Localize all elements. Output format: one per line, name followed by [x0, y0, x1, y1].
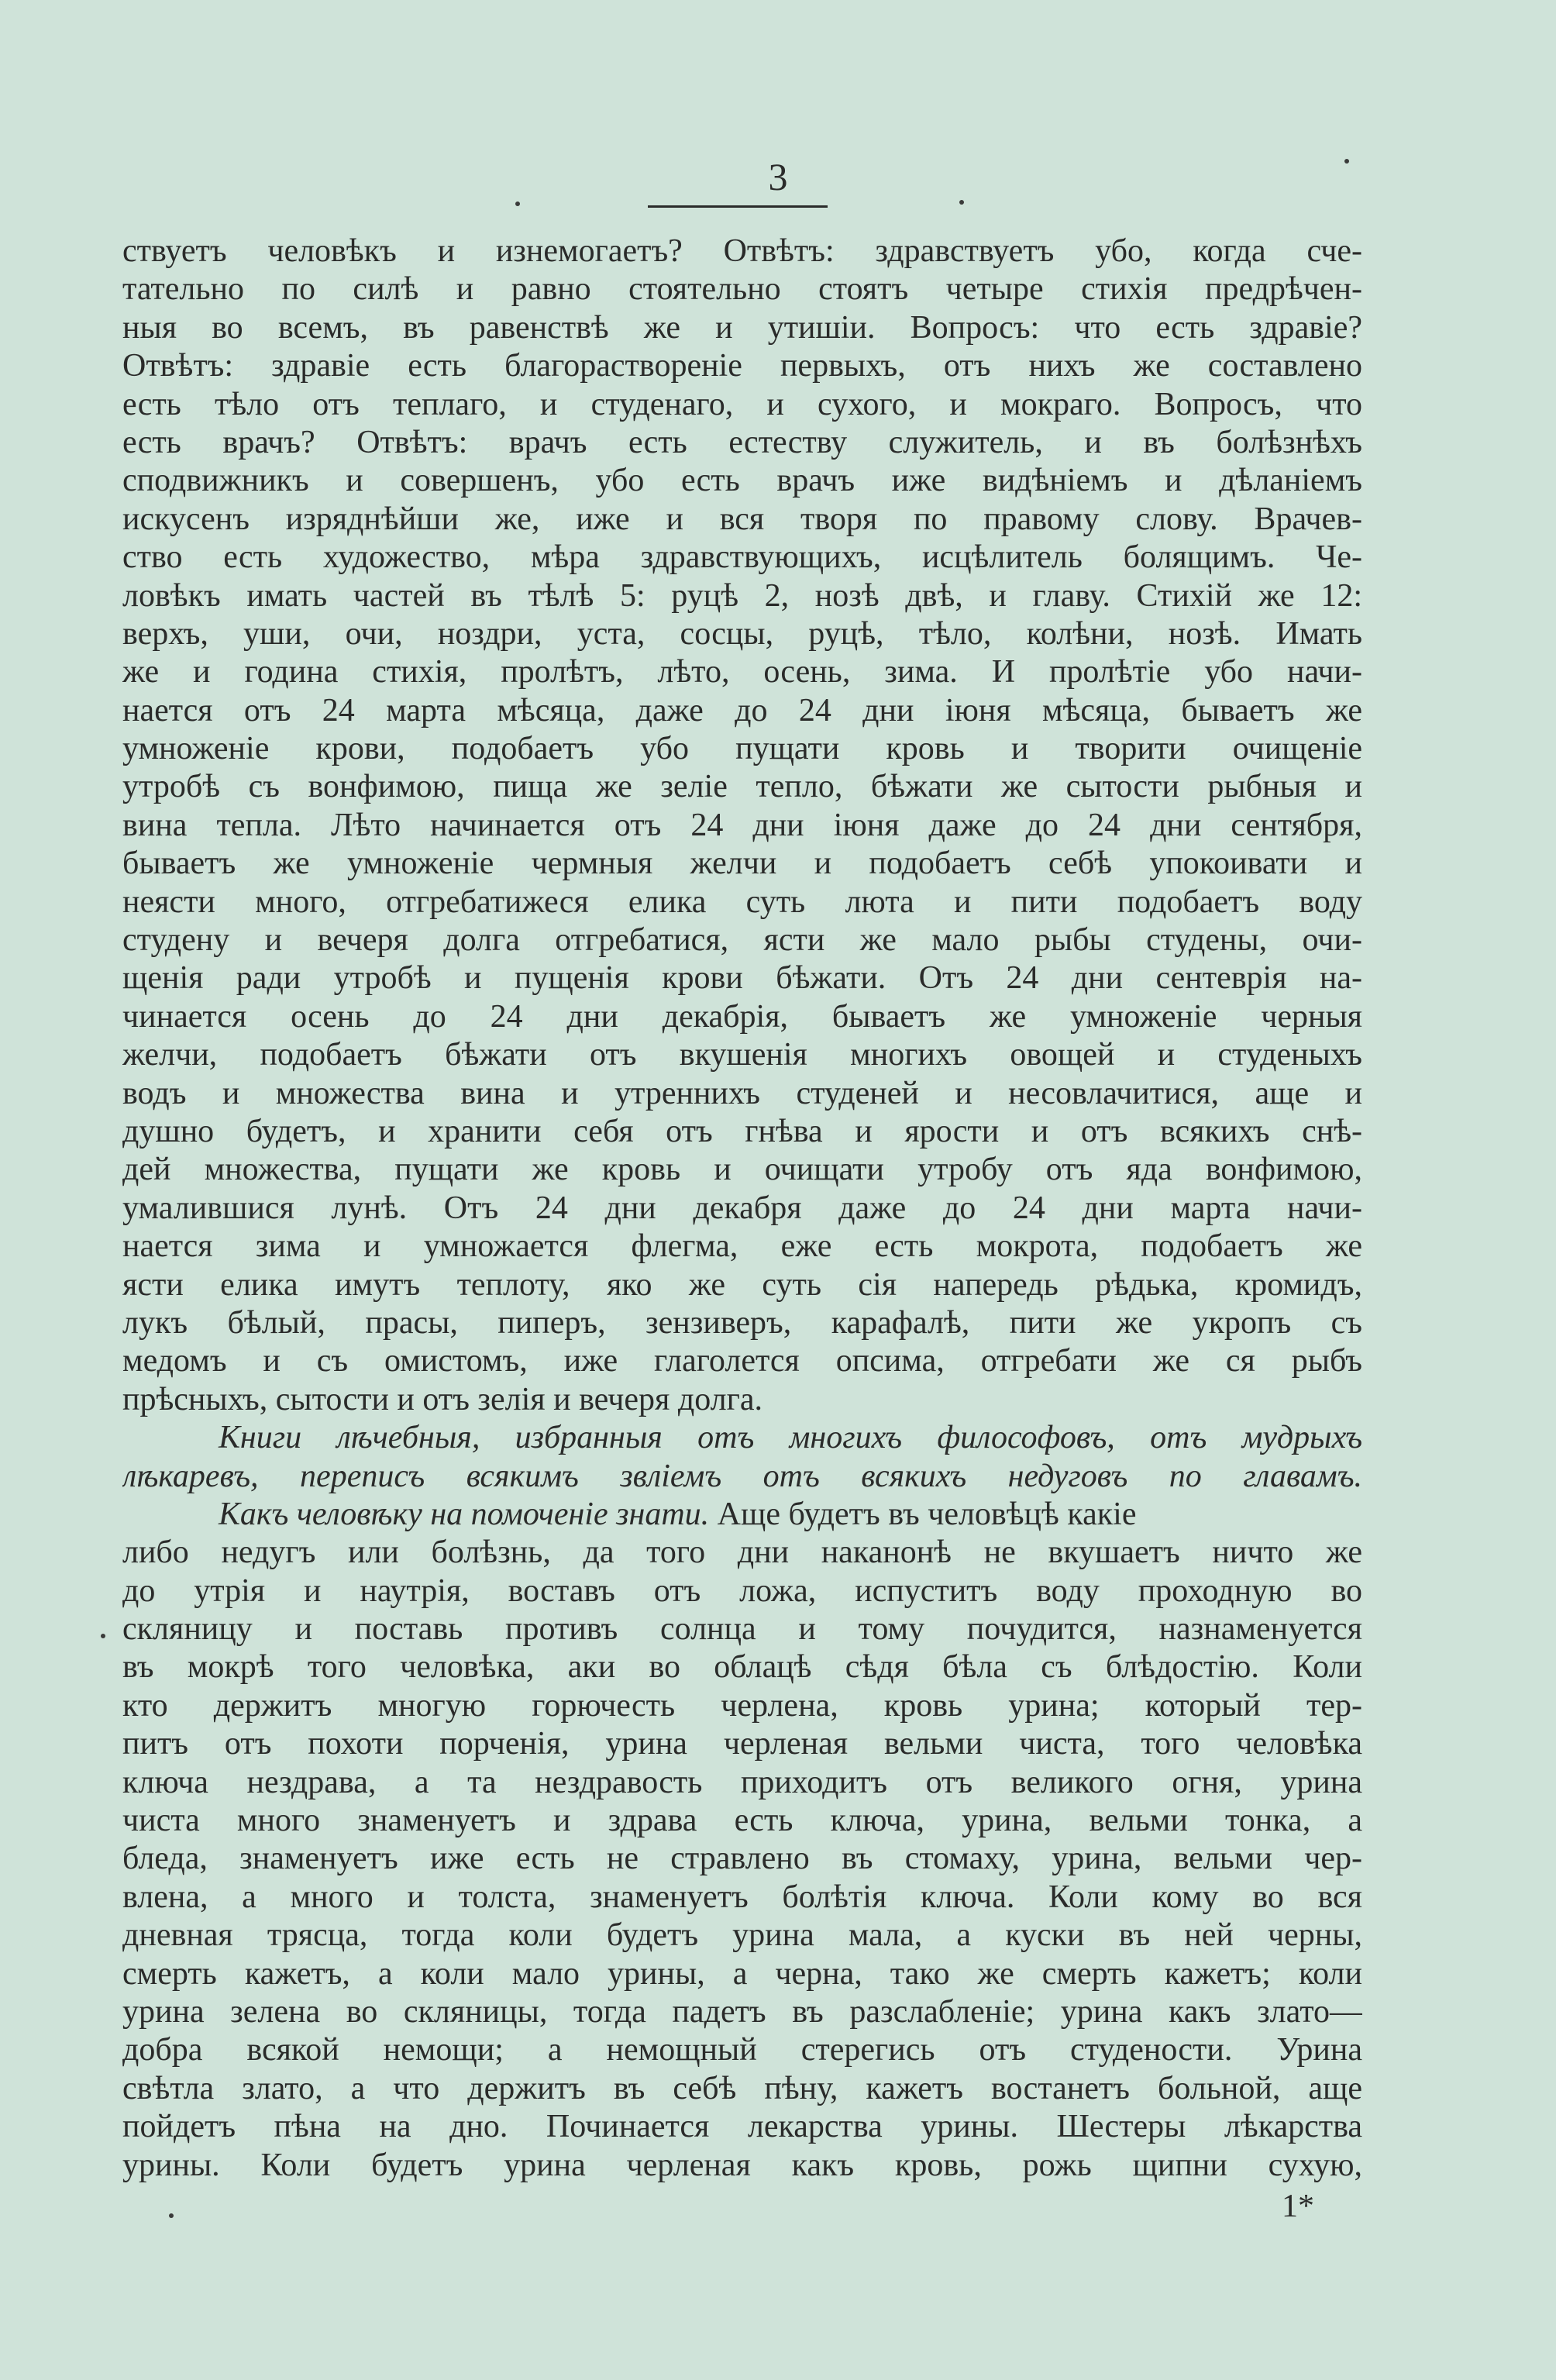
text-line: ключа нездрава, а та нездравость приходитъ отъ великого огня, урина [122, 1764, 1362, 1800]
text-line: умалившися лунѣ. Отъ 24 дни декабря даже до 24 дни марта начи- [122, 1190, 1362, 1226]
text-line: сподвижникъ и совершенъ, убо есть врачъ иже видѣніемъ и дѣланіемъ [122, 463, 1362, 499]
text-line: умноженіе крови, подобаетъ убо пущати кровь и творити очищеніе [122, 731, 1362, 767]
text-line: смерть кажетъ, а коли мало урины, а черна, тако же смерть кажетъ; коли [122, 1955, 1362, 1992]
text-line: же и година стихія, пролѣтъ, лѣто, осень, зима. И пролѣтіе убо начи- [122, 654, 1362, 691]
text-line [122, 2185, 1362, 2223]
text-line: есть тѣло отъ теплаго, и студенаго, и сухого, и мокраго. Вопросъ, что [122, 386, 1362, 422]
text-line: до утрія и наутрія, воставъ отъ ложа, испуститъ воду проходную во [122, 1572, 1362, 1609]
text-line: щенія ради утробѣ и пущенія крови бѣжати. Отъ 24 дни сентеврія на- [122, 960, 1362, 997]
text-line: лукъ бѣлый, прасы, пиперъ, зензиверъ, карафалѣ, пити же укропъ съ [122, 1304, 1362, 1341]
text-line: нается зима и умножается флегма, еже есть мокрота, подобаетъ же [122, 1228, 1362, 1265]
text-line: бледа, знаменуетъ иже есть не стравлено въ стомаху, урина, вельми чер- [122, 1841, 1362, 1877]
text-line: въ мокрѣ того человѣка, аки во облацѣ сѣдя бѣла съ блѣдостію. Коли [122, 1649, 1362, 1686]
text-line: питъ отъ похоти порченія, урина черленая вельми чиста, того человѣка [122, 1726, 1362, 1762]
text-line: кто держитъ многую горючесть черлена, кровь урина; который тер- [122, 1687, 1362, 1724]
print-speck [1344, 159, 1349, 164]
text-line: бываетъ же умноженіе чермныя желчи и подобаетъ себѣ упокоивати и [122, 846, 1362, 882]
text-line: пойдетъ пѣна на дно. Починается лекарства урины. Шестеры лѣкарства [122, 2109, 1362, 2145]
text-line: дей множества, пущати же кровь и очищати утробу отъ яда вонфимою, [122, 1152, 1362, 1188]
text-line: дневная трясца, тогда коли будетъ урина мала, а куски въ ней черны, [122, 1917, 1362, 1954]
text-line: чиста много знаменуетъ и здрава есть ключа, урина, вельми тонка, а [122, 1803, 1362, 1839]
text-run: Аще будетъ въ человѣцѣ какіе [709, 1496, 1137, 1532]
text-line: влена, а много и толста, знаменуетъ болѣтія ключа. Коли кому во вся [122, 1879, 1362, 1915]
text-line: либо недугъ или болѣзнь, да того дни наканонѣ не вкушаетъ ничто же [122, 1534, 1362, 1571]
body-text [122, 232, 1362, 2223]
text-line: урины. Коли будетъ урина черленая какъ кровь, рожь щипни сухую, [122, 2147, 1362, 2183]
printer-signature-mark: 1* [1282, 2189, 1314, 2224]
text-line: искусенъ изряднѣйши же, иже и вся творя по правому слову. Врачев- [122, 501, 1362, 537]
text-line: ловѣкъ имать частей въ тѣлѣ 5: руцѣ 2, нозѣ двѣ, и главу. Стихій же 12: [122, 577, 1362, 614]
text-line: ясти елика имутъ теплоту, яко же суть сія напередь рѣдька, кромидъ, [122, 1266, 1362, 1303]
text-line: добра всякой немощи; а немощный стерегись отъ студености. Урина [122, 2032, 1362, 2068]
text-line: свѣтла злато, а что держитъ въ себѣ пѣну, кажетъ востанетъ больной, аще [122, 2070, 1362, 2106]
text-line: скляницу и поставь противъ солнца и тому почудится, назнаменуется [122, 1611, 1362, 1648]
text-line: ныя во всемъ, въ равенствѣ же и утишіи. Вопросъ: что есть здравіе? [122, 309, 1362, 346]
subheading-inline: Какъ человѣку на помоченіе знати. [219, 1496, 710, 1532]
text-line: желчи, подобаетъ бѣжати отъ вкушенія многихъ овощей и студеныхъ [122, 1037, 1362, 1073]
text-line: есть врачъ? Отвѣтъ: врачъ есть естеству служитель, и въ болѣзнѣхъ [122, 424, 1362, 460]
text-line: неясти много, отгребатижеся елика суть люта и пити подобаетъ воду [122, 883, 1362, 920]
section-heading-line: лѣкаревъ, переписъ всякимъ звлiемъ отъ всякихъ недуговъ по главамъ. [122, 1458, 1362, 1494]
section-heading-line: Книги лѣчебныя, избранныя отъ многихъ философовъ, отъ мудрыхъ [219, 1420, 1362, 1456]
text-line: медомъ и съ омистомъ, иже глаголется опсима, отгребати же ся рыбъ [122, 1343, 1362, 1379]
text-line: чинается осень до 24 дни декабрія, бываетъ же умноженіе черныя [122, 998, 1362, 1035]
text-line: верхъ, уши, очи, ноздри, уста, сосцы, руцѣ, тѣло, колѣни, нозѣ. Имать [122, 615, 1362, 652]
text-line: ствуетъ человѣкъ и изнемогаетъ? Отвѣтъ: здравствуетъ убо, когда сче- [122, 233, 1362, 269]
text-line: утробѣ съ вонфимою, пища же зеліе тепло, бѣжати же сытости рыбныя и [122, 769, 1362, 805]
text-line: нается отъ 24 марта мѣсяца, даже до 24 дни іюня мѣсяца, бываетъ же [122, 692, 1362, 728]
print-speck [959, 200, 964, 205]
print-speck [515, 201, 520, 206]
text-line: Отвѣтъ: здравіе есть благораствореніе первыхъ, отъ нихъ же составлено [122, 348, 1362, 384]
text-line [122, 1496, 1362, 1534]
print-speck [169, 2213, 174, 2218]
text-line: ство есть художество, мѣра здравствующихъ, исцѣлитель болящимъ. Че- [122, 539, 1362, 576]
text-line: душно будетъ, и хранити себя отъ гнѣва и ярости и отъ всякихъ снѣ- [122, 1113, 1362, 1149]
page-number: 3 [768, 155, 788, 198]
text-line: водъ и множества вина и утреннихъ студеней и несовлачитися, аще и [122, 1075, 1362, 1111]
text-line: прѣсныхъ, сытости и отъ зелія и вечеря долга. [122, 1381, 763, 1417]
text-line: вина тепла. Лѣто начинается отъ 24 дни іюня даже до 24 дни сентября, [122, 807, 1362, 843]
text-line: урина зелена во скляницы, тогда падетъ въ разслабленіе; урина какъ злато— [122, 1993, 1362, 2030]
text-line: студену и вечеря долга отгребатися, ясти же мало рыбы студены, очи- [122, 922, 1362, 959]
print-speck [101, 1634, 105, 1638]
text-line: тательно по силѣ и равно стоятельно стоятъ четыре стихія предрѣчен- [122, 271, 1362, 308]
header-rule [648, 205, 828, 208]
